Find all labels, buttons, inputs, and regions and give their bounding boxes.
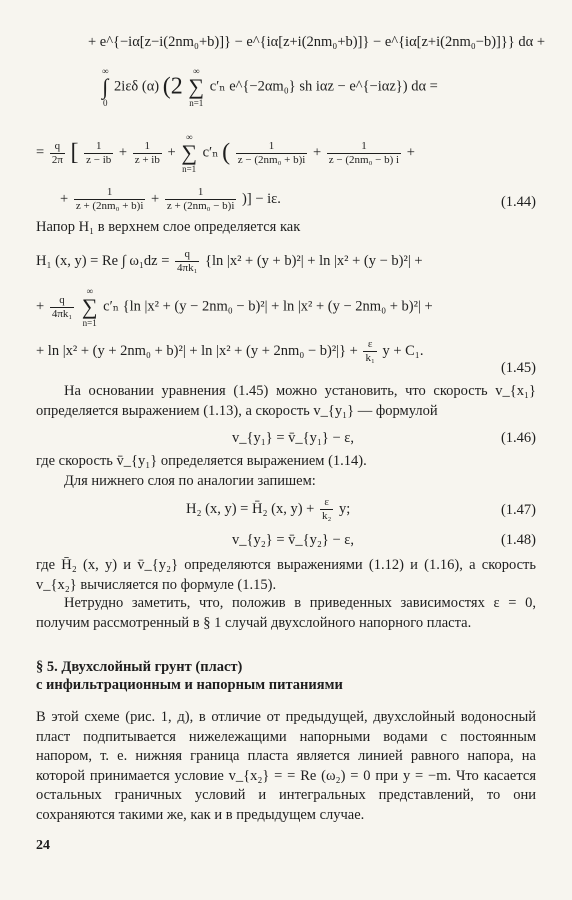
sum-sign: ∞ ∑ n=1 [81,286,98,328]
equation-line: + $\frac{1}{\text{z + (2nm₀ + b)i}}$ + $\frac{1}{\text{z + (2nm₀ − b)i}}$ )] − iε. (1.44) [60,186,536,212]
fraction: $\frac{\varepsilon}{\text{k₂}}$ [321,496,332,522]
section-heading: § 5. Двухслойный грунт (пласт) с инфильтрационным и напорным питаниями [36,659,343,693]
equation-number: (1.44) [500,194,536,210]
fraction: $\frac{1}{\text{z − (2nm₀ + b)i}}$ [237,139,306,166]
equation-text: c′ₙ e^{−2αm₀} sh iαz − e^{−iαz}) dα = [209,78,438,95]
sum-sign: ∞ ∑ n=1 [181,132,197,174]
integral-sign: ∞ ∫ 0 [102,66,109,108]
fraction: $\frac{1}{\text{z + (2nm₀ + b)i}}$ [75,186,144,212]
equation-number: (1.47) [500,502,536,518]
paragraph: Для нижнего слоя по аналогии запишем: [64,473,316,489]
equation-line: ∞ ∫ 0 2iεδ (α) (2 ∞ ∑ n=1 c′ₙ e^{−2αm₀} sh iαz − e^{−iαz}) dα = [102,66,438,108]
equation-line: + ln |x² + (y + 2nm₀ + b)²| + ln |x² + (y + 2nm₀ − b)²|} + $\frac{\varepsilon}{\text{k₁}}$ y + C₁. [36,338,424,364]
paragraph: где H̄₂ (x, y) и v̄_{y₂} определяются выражениями (1.12) и (1.16), а скорость v_{x₂} вычисляется по формуле (1.15). [36,557,536,593]
equation-number: (1.45) [500,360,536,376]
fraction: $\frac{1}{z + ib}$ [134,139,160,166]
paragraph: Нетрудно заметить, что, положив в приведенных зависимостях ε = 0, получим рассмотренный в § 1 случай двухслойного напорного пласта. [36,595,536,631]
equation-number: (1.48) [500,532,536,548]
paragraph: где скорость v̄_{y₁} определяется выражением (1.14). [36,453,367,469]
equation-line: = $\frac{q}{2\pi}$ [ $\frac{1}{z - ib}$ + $\frac{1}{z + ib}$ + ∞ ∑ n=1 c′ₙ ( $\frac{1}{\text{z − (2nm₀ + b)i}}$ + $\frac{1}{\text{z − (2nm₀ − b) i}}$ + [36,132,415,174]
equation-text: 2iεδ (α) [114,78,160,95]
paragraph: На основании уравнения (1.45) можно установить, что скорость v_{x₁} определяется выражением (1.13), а скорость v_{y₁} — формулой [36,383,536,419]
book-page: + e^{−iα[z−i(2nm₀+b)]} − e^{iα[z+i(2nm₀+b)]} − e^{iα[z+i(2nm₀−b)]}} dα + ∞ ∫ 0 2iεδ (α) (2 ∞ ∑ n=1 c′ₙ e^{−2αm₀} sh iαz − e^{−iαz}) dα = = $\frac{q}{2\pi}$ [ $\frac{1}{z - ib}$ + $\frac{1}{z + ib}$ + ∞ ∑ n=1 c′ₙ ( $\frac{1}{\text{z − (2nm₀ + b)i}}$ + $\frac{1}{\text{z − (2nm₀ − b) i}}$ + + $\frac{1}{\text{z + (2nm₀ + b)i}}$ + $\frac{1}{\text{z + (2nm₀ − b)i}}$ )] − iε. (1.44) Напор H₁ в верхнем слое определяется как H₁ (x, y) = Re ∫ ω₁dz = $\frac{q}{\text{4πk₁}}$ {ln |x² + (y + b)²| + ln |x² + (y − b)²| + + $\frac{q}{\text{4πk₁}}$ ∞ ∑ n=1 c′ₙ {ln |x² + (y − 2nm₀ − b)²| + ln |x² + (y − 2nm₀ + b)²| + + ln |x² + (y + 2nm₀ + b)²| + ln |x² + (y + 2nm₀ − b)²|} + $\frac{\varepsilon}{\text{k₁}}$ y + C₁. (1.45) На основании уравнения (1.45) можно установить, что скорость v_{x₁} определяется выражением (1.13), а скорость v_{y₁} — формулой v_{y₁} = v̄_{y₁} − ε, (1.46) где скорость v̄_{y₁} определяется выражением (1.14). Для нижнего слоя по аналогии запишем: H₂ (x, y) = H̄₂ (x, y) + $\frac{\varepsilon}{\text{k₂}}$ y; (1.47) v_{y₂} = v̄_{y₂} − ε, (1.48) где H̄₂ (x, y) и v̄_{y₂} определяются выражениями (1.12) и (1.16), а скорость v_{x₂} вычисляется по формуле (1.15). Нетрудно заметить, что, положив в приведенных зависимостях ε = 0, получим рассмотренный в § 1 случай двухслойного напорного пласта. § 5. Двухслойный грунт (пласт) с инфильтрационным и напорным питаниями В этой схеме (рис. 1, д), в отличие от предыдущей, двухслойный водоносный пласт подпитывается нижележащими напорными водами с постоянным напором, т. е. нижняя граница пласта является линией равного напора, на которой принимается условие v_{x₂} = = Re (ω₂) = 0 при y = −m. Что касается остальных граничных условий и интегральных представлений, то они сохраняются такими же, как и в предыдущем случае. 24 [0,0,572,900]
sum-sign: ∞ ∑ n=1 [188,66,205,108]
equation-line: H₁ (x, y) = Re ∫ ω₁dz = $\frac{q}{\text{4πk₁}}$ {ln |x² + (y + b)²| + ln |x² + (y − b)²| + [36,248,423,274]
fraction: $\frac{\varepsilon}{\text{k₁}}$ [365,338,375,364]
equation-number: (1.46) [500,430,536,446]
page-number: 24 [36,838,50,853]
equation-line: + $\frac{q}{\text{4πk₁}}$ ∞ ∑ n=1 c′ₙ {ln |x² + (y − 2nm₀ − b)²| + ln |x² + (y − 2nm₀ + b)²| + [36,286,433,328]
fraction: $\frac{q}{2\pi}$ [51,139,63,166]
paragraph: Напор H₁ в верхнем слое определяется как [36,219,301,235]
fraction: $\frac{1}{\text{z − (2nm₀ − b) i}}$ [328,139,400,166]
equation-line: H₂ (x, y) = H̄₂ (x, y) + $\frac{\varepsilon}{\text{k₂}}$ y; (1.47) [186,496,536,522]
paragraph: В этой схеме (рис. 1, д), в отличие от предыдущей, двухслойный водоносный пласт подпитывается нижележащими напорными водами с постоянным напором, т. е. нижняя граница пласта является линией равного напора, на которой принимается условие v_{x₂} = = Re (ω₂) = 0 при y = −m. Что касается остальных граничных условий и интегральных представлений, то они сохраняются такими же, как и в предыдущем случае. [36,709,536,823]
fraction: $\frac{q}{\text{4πk₁}}$ [177,248,198,274]
fraction: $\frac{1}{z - ib}$ [86,139,112,166]
fraction: $\frac{q}{\text{4πk₁}}$ [51,293,73,320]
equation-text: + e^{−iα[z−i(2nm₀+b)]} − e^{iα[z+i(2nm₀+b)]} − e^{iα[z+i(2nm₀−b)]}} dα + [88,34,546,50]
fraction: $\frac{1}{\text{z + (2nm₀ − b)i}}$ [166,186,235,212]
